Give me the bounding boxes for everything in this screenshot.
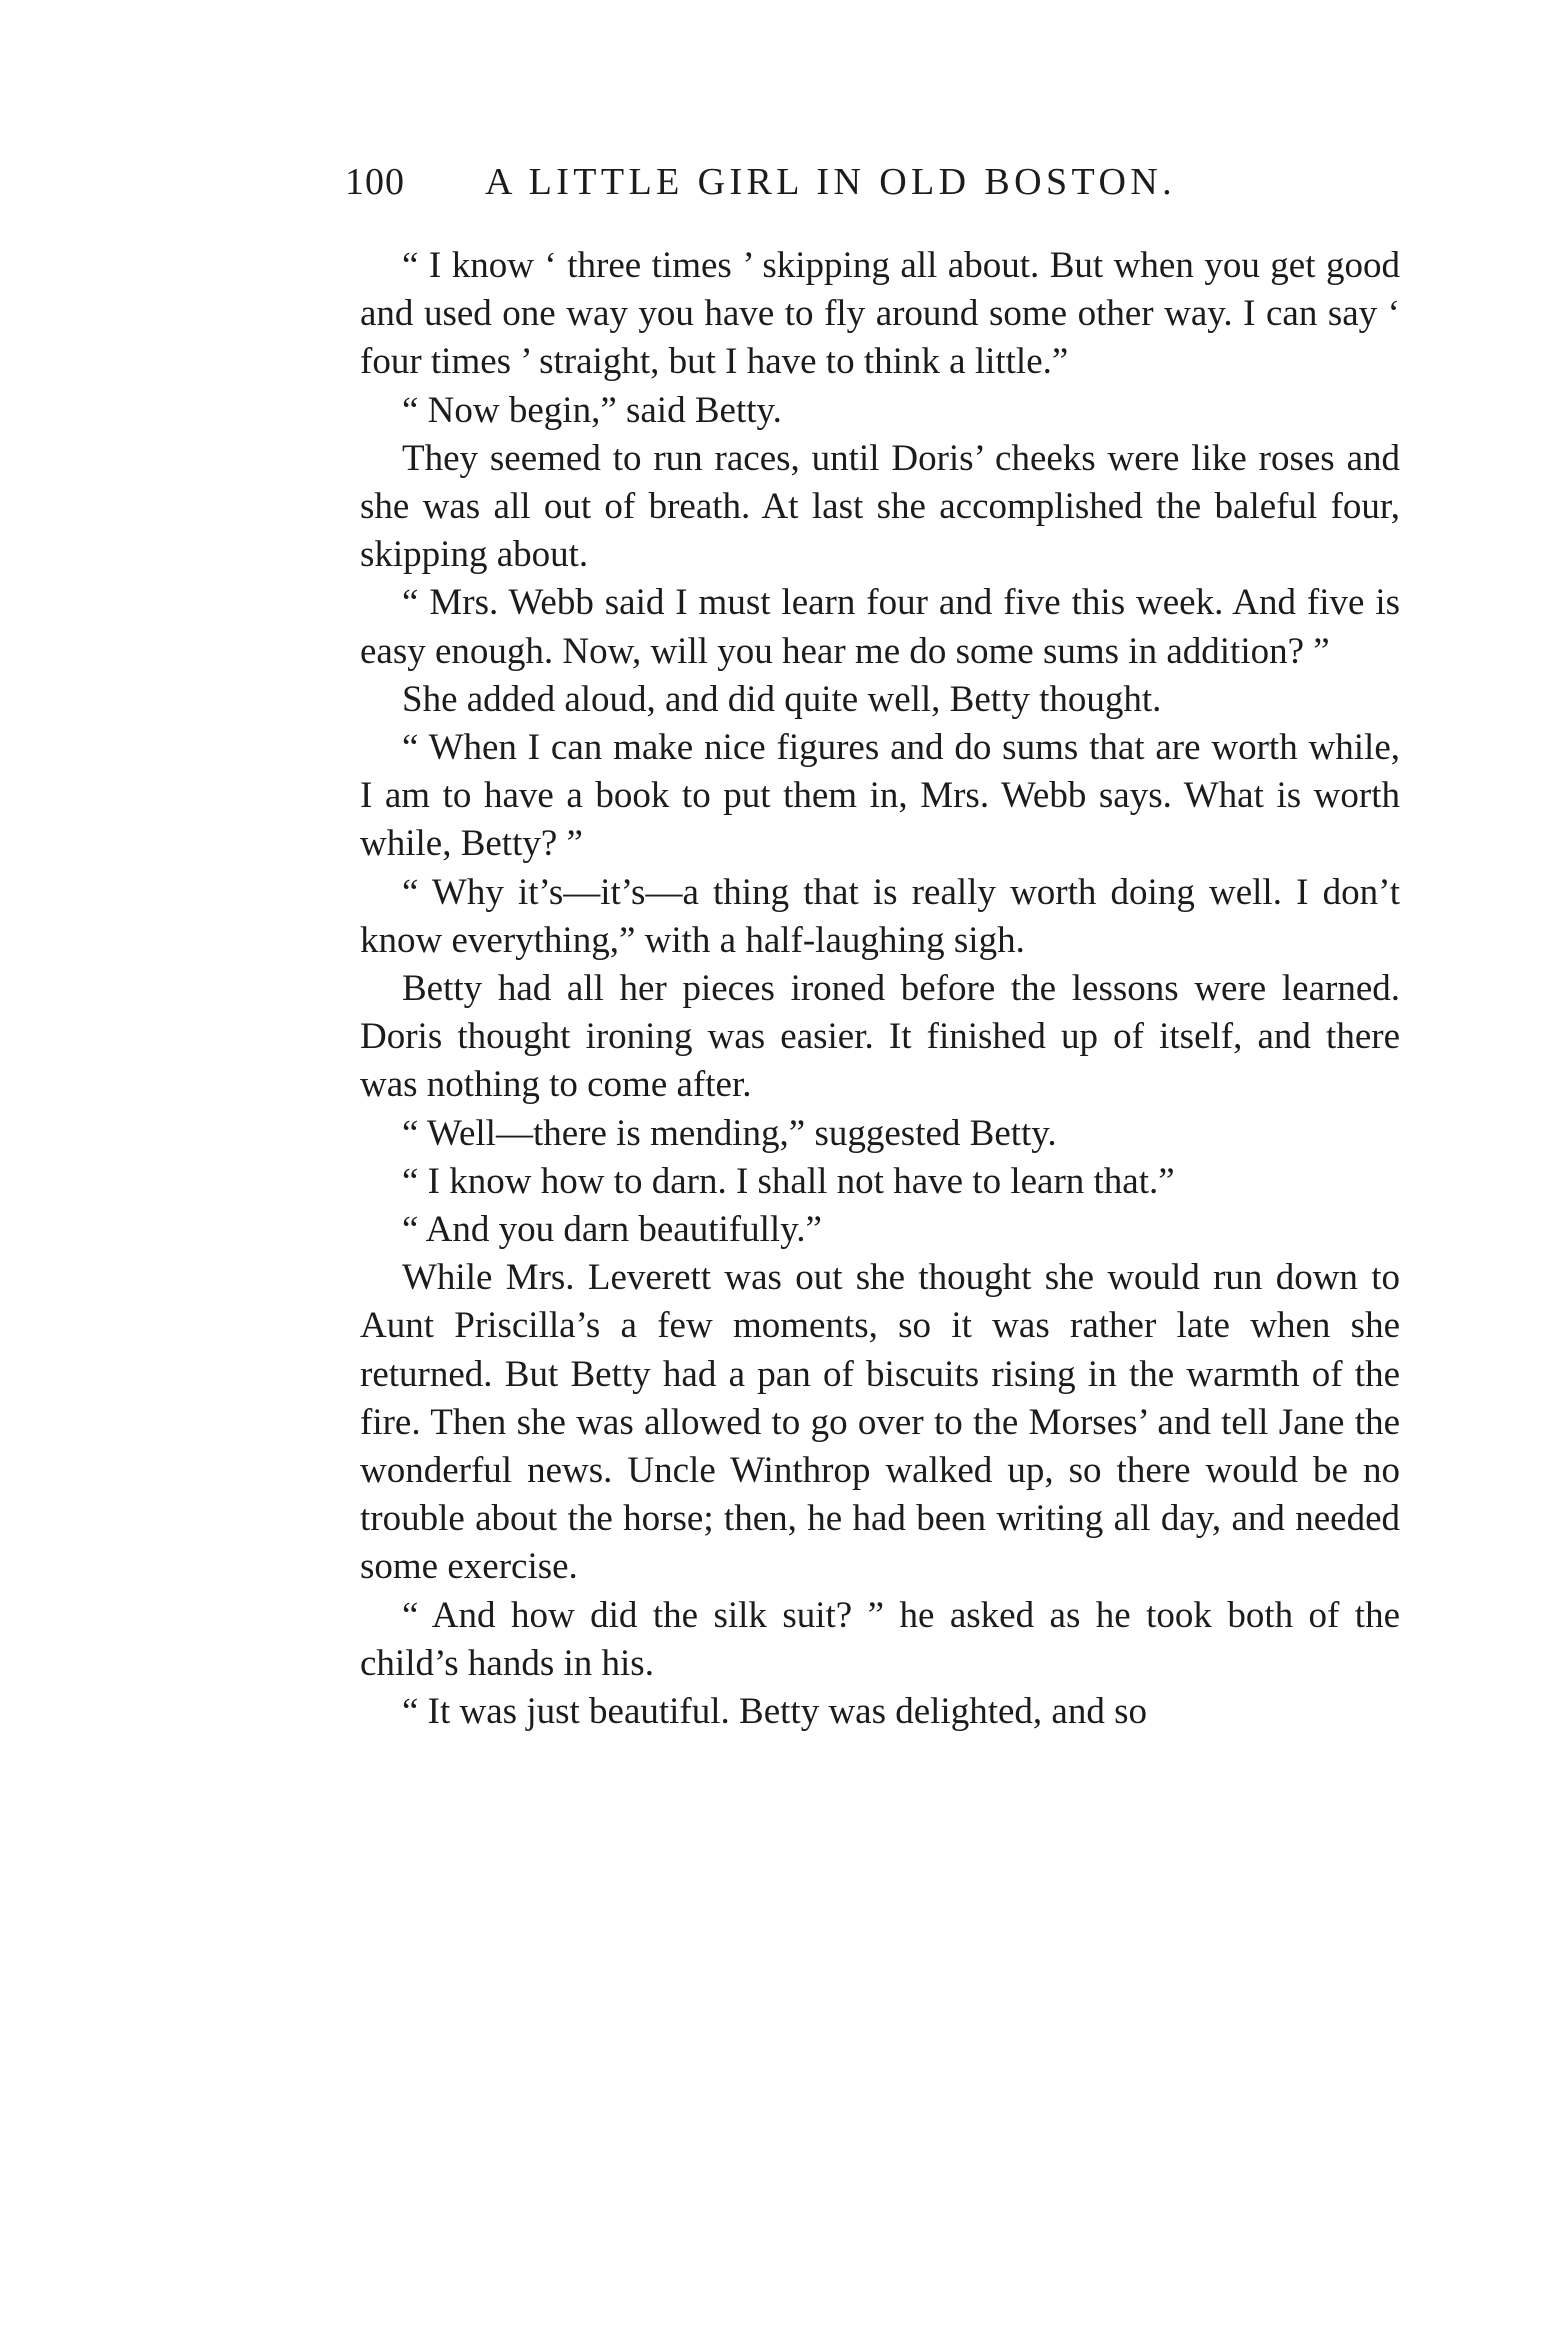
paragraph: “ I know ‘ three times ’ skipping all about. But when you get good and used one way you have to fly around some other way. I can say ‘ four times ’ straight, but I have to think a little.”: [360, 245, 1400, 383]
paragraph: She added aloud, and did quite well, Betty thought.: [402, 678, 1162, 720]
running-title: A LITTLE GIRL IN OLD BOSTON.: [485, 161, 1177, 203]
paragraph: “ When I can make nice figures and do sums that are worth while, I am to have a book to put them in, Mrs. Webb says. What is worth while, Betty? ”: [360, 727, 1400, 865]
paragraph: “ It was just beautiful. Betty was delighted, and so: [402, 1691, 1147, 1733]
running-head: [0, 152, 1555, 212]
body-text: [360, 242, 1400, 1736]
paragraph: They seemed to run races, until Doris’ cheeks were like roses and she was all out of breath. At last she accomplished the baleful four, skipping about.: [360, 437, 1400, 576]
paragraph: “ Why it’s—it’s—a thing that is really worth doing well. I don’t know everything,” with a half-laughing sigh.: [360, 871, 1400, 961]
paragraph: “ And how did the silk suit? ” he asked as he took both of the child’s hands in his.: [360, 1594, 1400, 1684]
paragraph: Betty had all her pieces ironed before the lessons were learned. Doris thought ironing was easier. It finished up of itself, and there was nothing to come after.: [360, 968, 1400, 1106]
paragraph: “ And you darn beautifully.”: [402, 1209, 822, 1251]
paragraph: While Mrs. Leverett was out she thought she would run down to Aunt Priscilla’s a few moments, so it was rather late when she returned. But Betty had a pan of biscuits rising in the warmth of the fire. Then she was allowed to go over to the Morses’ and tell Jane the wonderful news. Uncle Winthrop walked up, so there would be no trouble about the horse; then, he had been writing all day, and needed some exercise.: [360, 1257, 1400, 1588]
paragraph: “ Well—there is mending,” suggested Betty.: [402, 1112, 1057, 1154]
paragraph: “ I know how to darn. I shall not have to learn that.”: [402, 1160, 1175, 1202]
paragraph: “ Mrs. Webb said I must learn four and five this week. And five is easy enough. Now, will you hear me do some sums in addition? ”: [360, 582, 1400, 672]
paragraph: “ Now begin,” said Betty.: [402, 389, 782, 431]
page-number: 100: [345, 161, 405, 203]
